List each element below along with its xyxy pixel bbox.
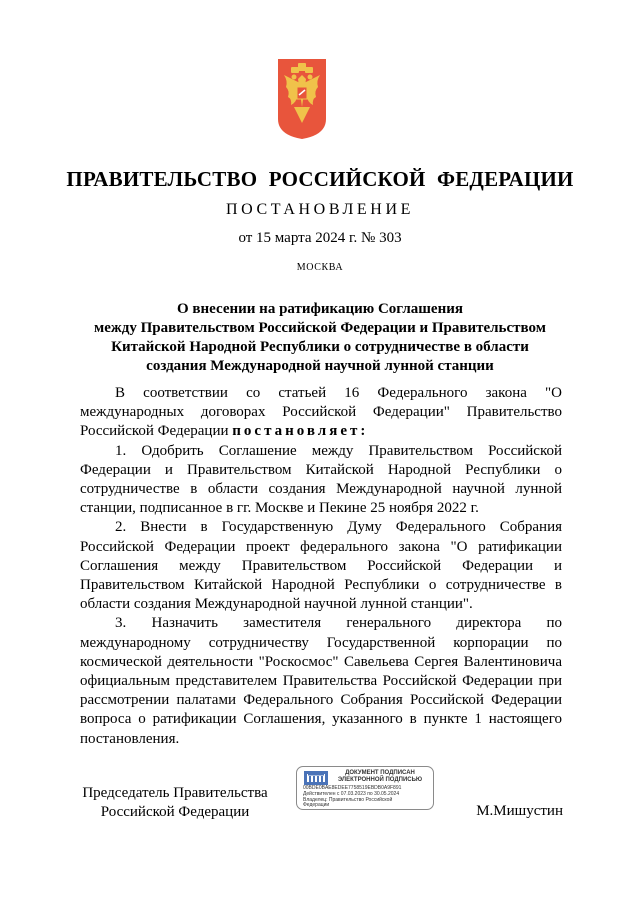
electronic-signature-stamp <box>296 766 434 810</box>
esign-heading <box>330 770 430 784</box>
esign-heading-line: ДОКУМЕНТ ПОДПИСАН <box>345 770 415 776</box>
signer-title-line: Председатель Правительства <box>82 785 268 801</box>
heading-line: создания Международной научной лунной станции <box>146 358 494 374</box>
building-icon <box>303 771 329 785</box>
government-title: ПРАВИТЕЛЬСТВО РОССИЙСКОЙ ФЕДЕРАЦИИ <box>66 167 574 191</box>
signer-title-line: Российской Федерации <box>100 804 250 820</box>
preamble-paragraph <box>80 384 562 442</box>
document-body <box>80 384 562 749</box>
item-paragraph: 3. Назначить заместителя генерального директора по международному сотрудничеству Государственной корпорации по космической деятельности "Роскосмос" Савельева Сергея Валентиновича официальным представителем Правительства Российской Федерации при рассмотрении палатами Федерального Собрания Российской Федерации вопроса о ратификации Соглашения, указанного в пункте 1 настоящего постановления. <box>80 615 562 747</box>
esign-owner-line: Владелец: Правительство Российской <box>303 797 393 803</box>
esign-validity: Действителен с 07.03.2023 по 30.05.2024 <box>303 791 400 797</box>
esign-owner-line: Федерации <box>303 802 330 808</box>
signer-name: М.Мишустин <box>476 803 563 819</box>
signer-title <box>80 784 270 822</box>
esign-heading-line: ЭЛЕКТРОННОЙ ПОДПИСЬЮ <box>337 777 423 783</box>
decree-word: постановляет: <box>232 423 369 440</box>
russian-coat-of-arms-icon <box>276 57 328 141</box>
item-paragraph: 2. Внести в Государственную Думу Федерального Собрания Российской Федерации проект федерального закона "О ратификации Соглашения между Правительством Российской Федерации и Правительством Китайской Народной Республики о сотрудничестве в области создания Международной научной лунной станции". <box>80 519 562 613</box>
item-paragraph: 1. Одобрить Соглашение между Правительством Российской Федерации и Правительством Китайской Народной Республики о сотрудничестве в области создания Международной научной лунной станции, подписанное в гг. Москве и Пекине 25 ноября 2022 г. <box>80 442 562 517</box>
esign-serial: 00BDE0BAE8EDEE7758519EBDB0A9F891 <box>303 785 402 791</box>
heading-line: между Правительством Российской Федерации и Правительством <box>94 320 546 336</box>
document-date-number: от 15 марта 2024 г. № 303 <box>238 230 402 246</box>
document-type: ПОСТАНОВЛЕНИЕ <box>226 201 414 218</box>
heading-line: Китайской Народной Республики о сотрудничестве в области <box>111 339 529 355</box>
document-city: МОСКВА <box>296 262 344 273</box>
document-heading <box>80 300 560 376</box>
preamble-text: В соответствии со статьей 16 Федерального закона "О международных договорах Российской Федерации" Правительство Российской Федерации <box>80 385 562 440</box>
heading-line: О внесении на ратификацию Соглашения <box>177 301 463 317</box>
